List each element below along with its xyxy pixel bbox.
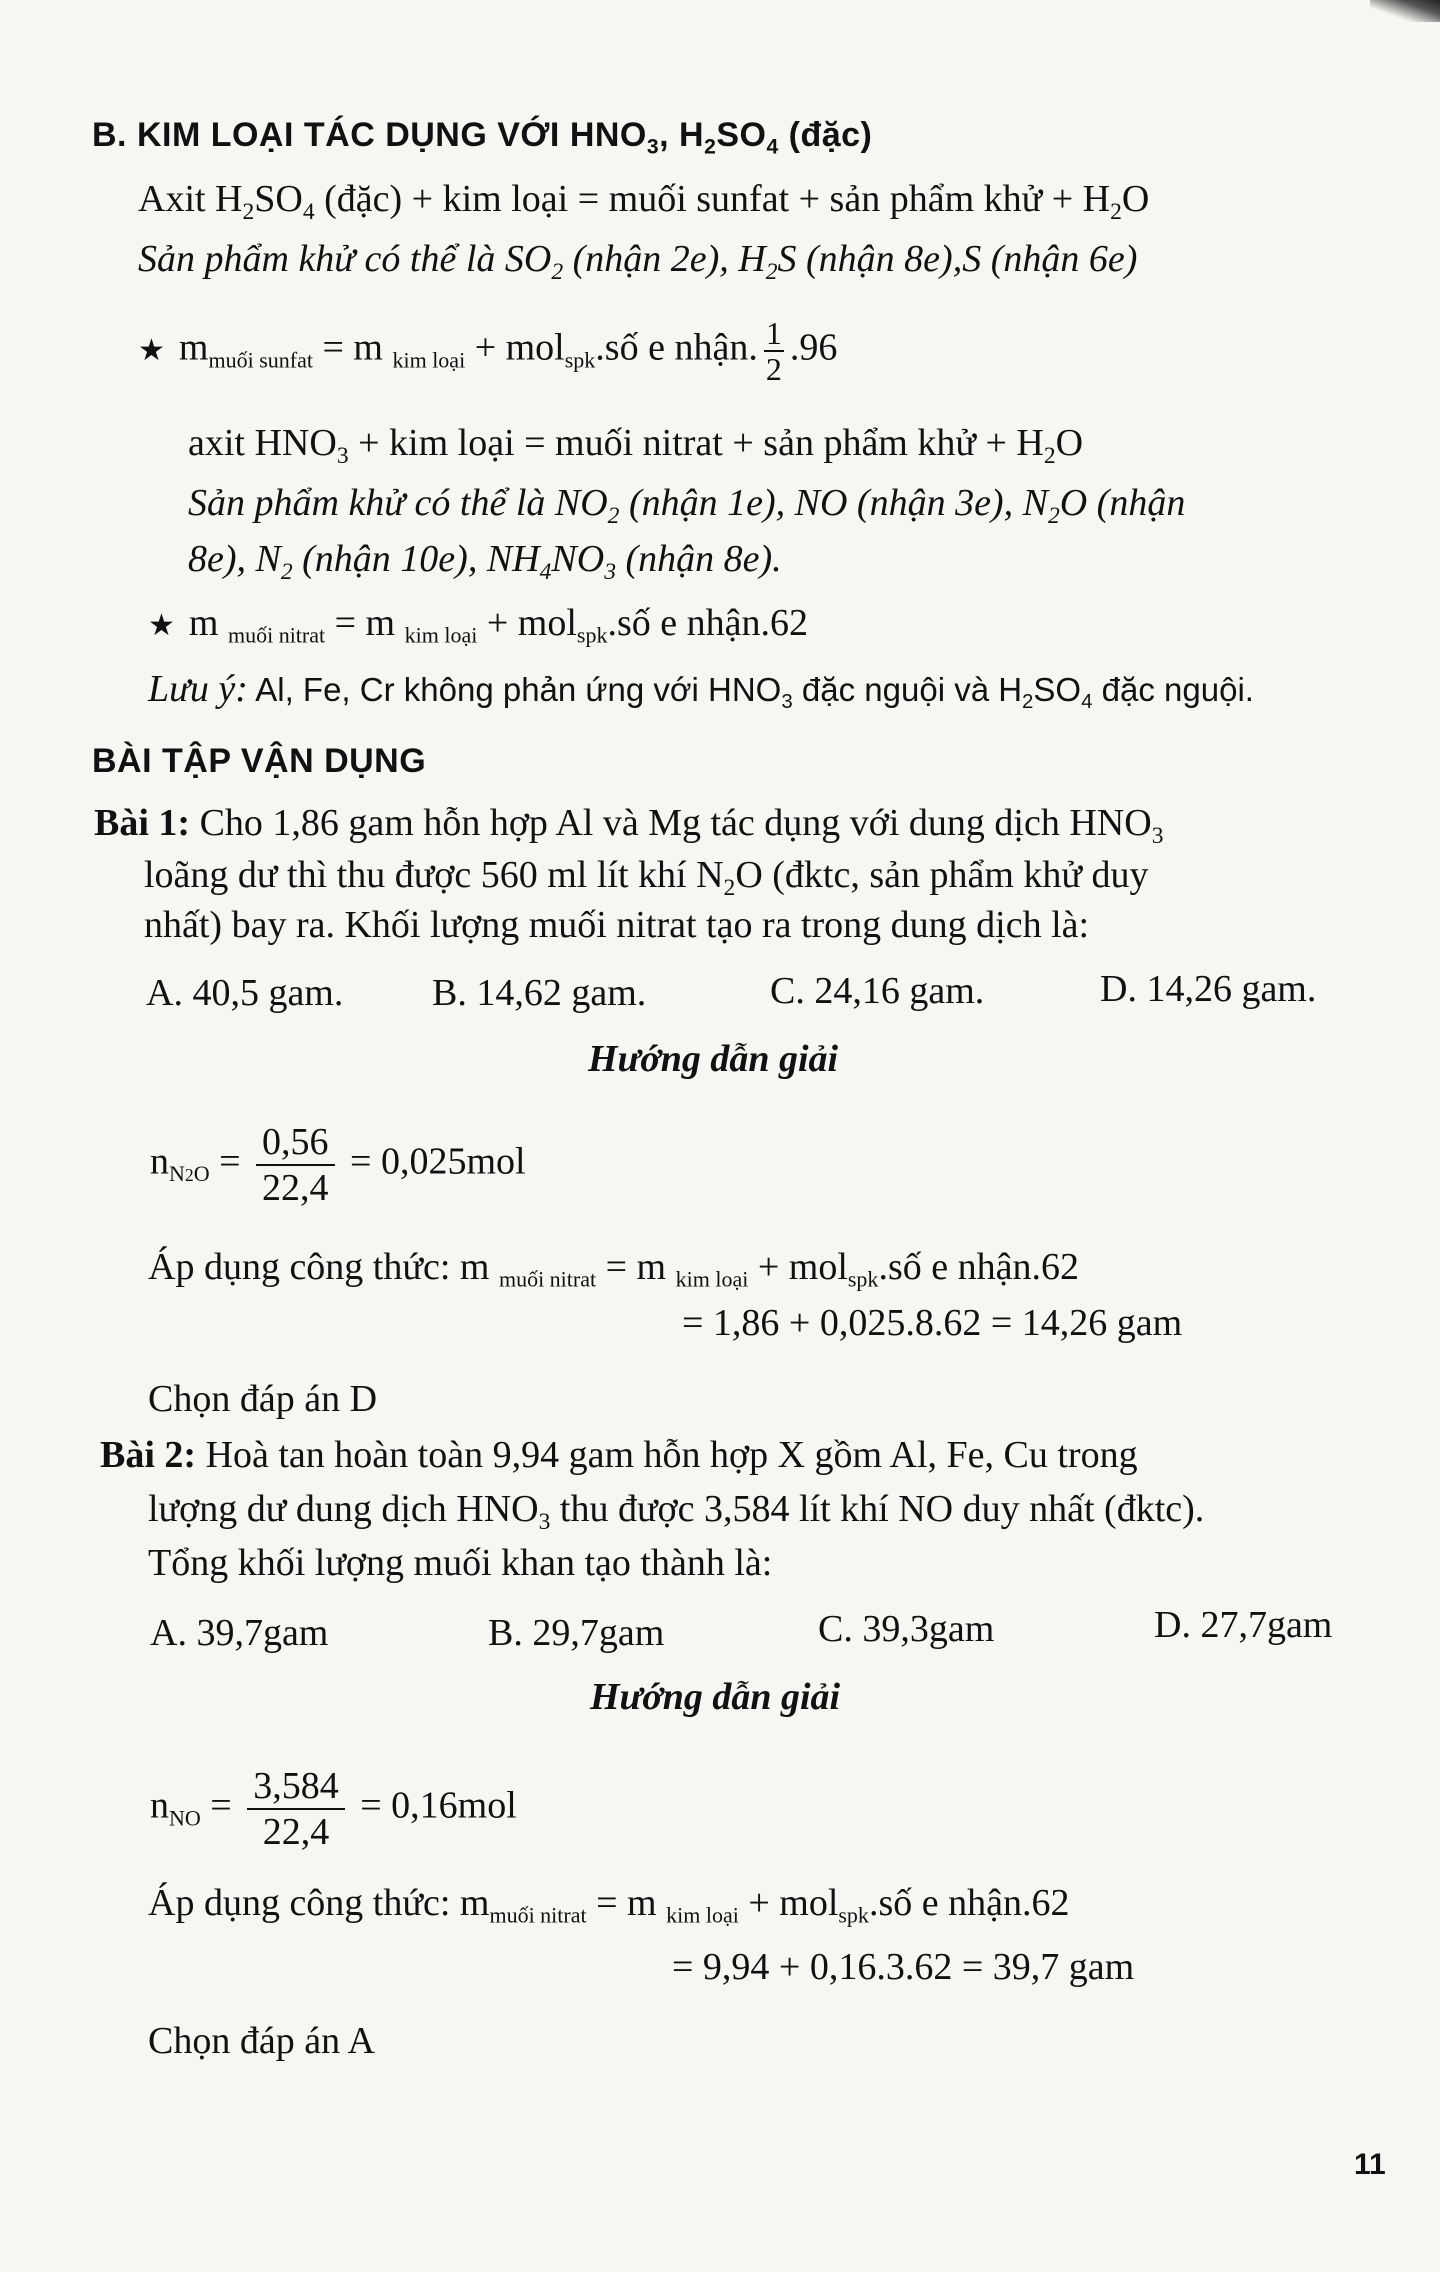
bai1-line3: nhất) bay ra. Khối lượng muối nitrat tạo ra trong dung dịch là:: [144, 904, 1090, 946]
page-corner-shadow: [1370, 0, 1440, 22]
nitrate-mass-formula: ★ m $_{muối nitrat}$ = m $_{kim loại}$ + mol$_{spk}$.số e nhận.62: [148, 602, 808, 648]
bai2-label: Bài 2:: [100, 1434, 197, 1476]
bai2-option-d: D. 27,7gam: [1154, 1604, 1333, 1646]
bai2-option-b: B. 29,7gam: [488, 1612, 665, 1654]
bai1-fraction: $\frac{0,56}{22,4}$: [256, 1120, 335, 1210]
page-number: 11: [1354, 2148, 1386, 2181]
star-icon: ★: [148, 608, 175, 643]
bai1-line2: loãng dư thì thu được 560 ml lít khí $N_2O$ (đktc, sản phẩm khử duy: [144, 854, 1149, 902]
nitric-acid-reaction: axit $HNO_3$ + kim loại = muối nitrat + sản phẩm khử + $H_2O$: [188, 422, 1084, 470]
sulfate-mass-formula: ★ $m_{muối sunfat} = m$ $_{kim loại}$ + mol$_{spk}$.số e nhận. $\frac{1}{2}$ .96: [138, 315, 838, 387]
bai2-line3: Tổng khối lượng muối khan tạo thành là:: [148, 1542, 773, 1584]
half-fraction: $\frac{1}{2}$: [765, 315, 782, 387]
bai1-option-a: A. 40,5 gam.: [146, 972, 344, 1014]
nitric-products-note-line1: Sản phẩm khử có thể là $NO_2$ (nhận 1e), NO (nhận 3e), $N_2O$ (nhận: [188, 482, 1186, 530]
bai2-line2: lượng dư dung dịch $HNO_3$ thu được 3,584 lít khí NO duy nhất (đktc).: [148, 1488, 1205, 1536]
bai1-label: Bài 1:: [94, 802, 191, 844]
exercises-heading: BÀI TẬP VẬN DỤNG: [92, 742, 427, 780]
nitric-products-note-line2: 8e), $N_2$ (nhận 10e), $NH_4NO_3$ (nhận 8e).: [188, 538, 782, 586]
bai2-calculation-result: = 9,94 + 0,16.3.62 = 39,7 gam: [672, 1946, 1135, 1988]
bai1-mole-calculation: $n_{N2O}$ = $\frac{0,56}{22,4}$ = 0,025mol: [150, 1121, 526, 1209]
bai1-line1: Bài 1: Cho 1,86 gam hỗn hợp Al và Mg tác dụng với dung dịch $HNO_3$: [94, 802, 1164, 850]
bai1-calculation-result: = 1,86 + 0,025.8.62 = 14,26 gam: [682, 1302, 1183, 1344]
bai1-answer: Chọn đáp án D: [148, 1378, 378, 1420]
bai2-option-a: A. 39,7gam: [150, 1612, 329, 1654]
note-line: Lưu ý: Al, Fe, Cr không phản ứng với $HNO_3$ đặc nguội và $H_2SO_4$ đặc nguội.: [148, 668, 1254, 714]
section-heading: B. KIM LOẠI TÁC DỤNG VỚI $HNO_3$, $H_2SO_4$ (đặc): [92, 116, 873, 159]
bai2-guide-title: Hướng dẫn giải: [590, 1676, 841, 1718]
bai1-option-b: B. 14,62 gam.: [432, 972, 647, 1014]
bai2-line1: Bài 2: Hoà tan hoàn toàn 9,94 gam hỗn hợp X gồm Al, Fe, Cu trong: [100, 1434, 1138, 1476]
bai1-option-d: D. 14,26 gam.: [1100, 968, 1317, 1010]
sulfuric-acid-reaction: Axit $H_2SO_4$ (đặc) + kim loại = muối sunfat + sản phẩm khử + $H_2O$: [138, 178, 1150, 226]
bai2-fraction: $\frac{3,584}{22,4}$: [247, 1764, 345, 1854]
bai2-answer: Chọn đáp án A: [148, 2020, 375, 2062]
bai2-apply-formula: Áp dụng công thức: $m_{muối nitrat} = m$ $_{kim loại}$ + mol$_{spk}$.số e nhận.62: [148, 1882, 1070, 1928]
bai2-mole-calculation: $n_{NO}$ = $\frac{3,584}{22,4}$ = 0,16mol: [150, 1765, 517, 1853]
star-icon: ★: [138, 332, 165, 368]
bai1-option-c: C. 24,16 gam.: [770, 970, 985, 1012]
bai1-apply-formula: Áp dụng công thức: m $_{muối nitrat}$ = m $_{kim loại}$ + mol$_{spk}$.số e nhận.62: [148, 1246, 1079, 1292]
bai2-option-c: C. 39,3gam: [818, 1608, 995, 1650]
sulfuric-products-note: Sản phẩm khử có thể là $SO_2$ (nhận 2e), $H_2S$ (nhận 8e),S (nhận 6e): [138, 238, 1138, 286]
bai1-guide-title: Hướng dẫn giải: [588, 1038, 839, 1080]
